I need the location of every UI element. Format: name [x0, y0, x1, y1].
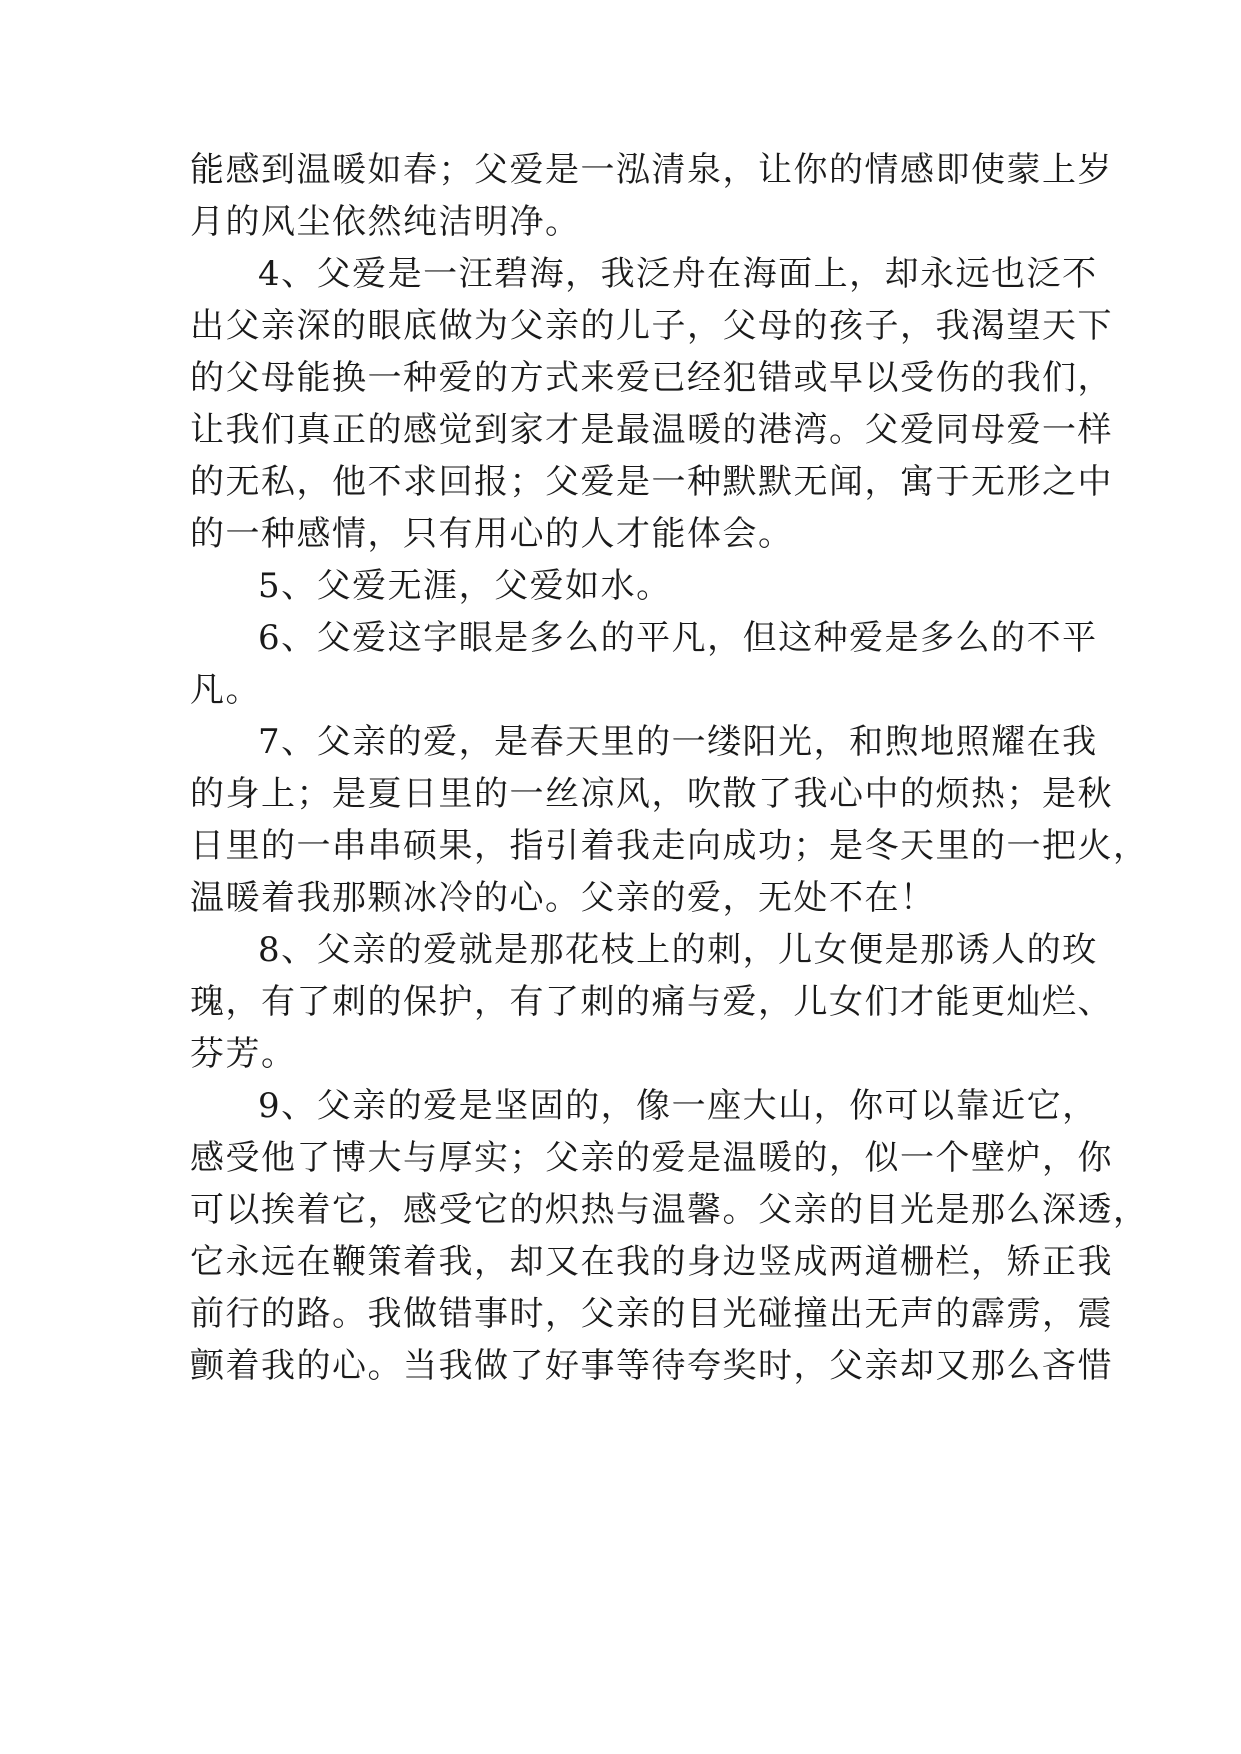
- text-line: 可以挨着它，感受它的炽热与温馨。父亲的目光是那么深透，: [190, 1190, 1149, 1230]
- text-line: 月的风尘依然纯洁明净。: [190, 202, 581, 242]
- text-line: 它永远在鞭策着我，却又在我的身边竖成两道栅栏，矫正我: [190, 1242, 1113, 1282]
- text-line: 前行的路。我做错事时，父亲的目光碰撞出无声的霹雳，震: [190, 1294, 1113, 1334]
- text-line: 的父母能换一种爱的方式来爱已经犯错或早以受伤的我们，: [190, 358, 1113, 398]
- paragraph-4-first-line: 4、父爱是一汪碧海，我泛舟在海面上，却永远也泛不: [258, 254, 1098, 294]
- text-line: 能感到温暖如春；父爱是一泓清泉，让你的情感即使蒙上岁: [190, 150, 1113, 190]
- paragraph-8-first-line: 8、父亲的爱就是那花枝上的刺，儿女便是那诱人的玫: [258, 930, 1098, 970]
- text-line: 出父亲深的眼底做为父亲的儿子，父母的孩子，我渴望天下: [190, 306, 1113, 346]
- text-line: 凡。: [190, 670, 261, 710]
- text-line: 芬芳。: [190, 1034, 297, 1074]
- paragraph-9-first-line: 9、父亲的爱是坚固的，像一座大山，你可以靠近它，: [258, 1086, 1098, 1126]
- text-line: 温暖着我那颗冰冷的心。父亲的爱，无处不在！: [190, 878, 936, 918]
- text-line: 让我们真正的感觉到家才是最温暖的港湾。父爱同母爱一样: [190, 410, 1113, 450]
- paragraph-7-first-line: 7、父亲的爱，是春天里的一缕阳光，和煦地照耀在我: [258, 722, 1098, 762]
- text-line: 感受他了博大与厚实；父亲的爱是温暖的，似一个壁炉，你: [190, 1138, 1113, 1178]
- text-line: 瑰，有了刺的保护，有了刺的痛与爱，儿女们才能更灿烂、: [190, 982, 1113, 1022]
- text-line: 的无私，他不求回报；父爱是一种默默无闻，寓于无形之中: [190, 462, 1113, 502]
- text-line: 日里的一串串硕果，指引着我走向成功；是冬天里的一把火，: [190, 826, 1149, 866]
- text-line: 的身上；是夏日里的一丝凉风，吹散了我心中的烦热；是秋: [190, 774, 1113, 814]
- paragraph-6-first-line: 6、父爱这字眼是多么的平凡，但这种爱是多么的不平: [258, 618, 1098, 658]
- text-line: 颤着我的心。当我做了好事等待夸奖时，父亲却又那么吝惜: [190, 1346, 1113, 1386]
- paragraph-5-first-line: 5、父爱无涯，父爱如水。: [258, 566, 672, 606]
- text-line: 的一种感情，只有用心的人才能体会。: [190, 514, 794, 554]
